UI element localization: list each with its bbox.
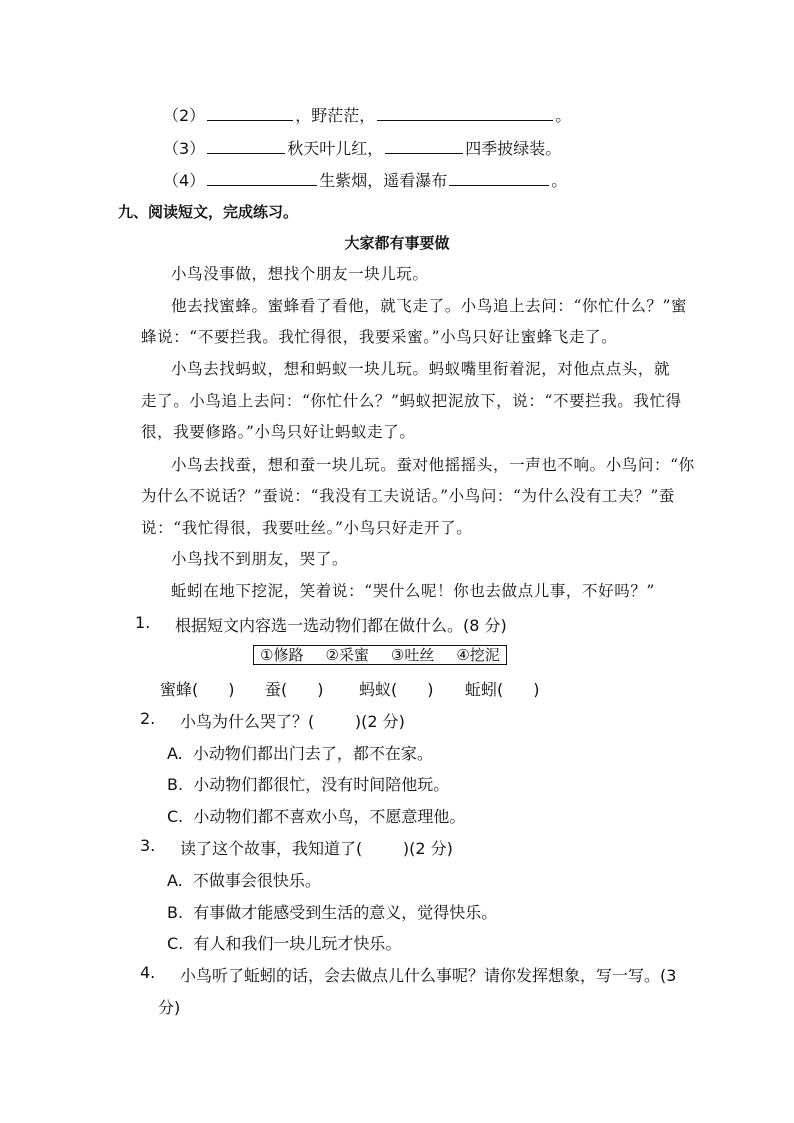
fill-item-end: 四季披绿装。 [465, 139, 562, 158]
option-item: ②采蜜 [325, 646, 369, 664]
choice-c[interactable]: C. 小动物们都不喜欢小鸟，不愿意理他。 [167, 807, 466, 826]
fill-item-text: 生紫烟，遥看瀑布 [319, 171, 448, 190]
story-paragraph: 蜂说：“不要拦我。我忙得很，我要采蜜。”小鸟只好让蜜蜂飞走了。 [141, 328, 618, 346]
question-1-text: 根据短文内容选一选动物们都在做什么。(8 分) [175, 616, 507, 635]
fill-item-number: （3） [163, 139, 206, 158]
story-paragraph: 为什么不说话？”蚕说：“我没有工夫说话。”小鸟问：“为什么没有工夫？”蚕 [141, 487, 675, 505]
story-paragraph: 小鸟没事做，想找个朋友一块儿玩。 [171, 265, 429, 283]
story-paragraph: 小鸟去找蚕，想和蚕一块儿玩。蚕对他摇摇头，一声也不响。小鸟问：“你 [171, 456, 695, 474]
fill-item-2 [163, 103, 571, 126]
answer-earthworm [465, 677, 540, 700]
choice-c[interactable]: C. 有人和我们一块儿玩才快乐。 [167, 934, 402, 953]
question-3-text: 读了这个故事，我知道了( )(2 分) [180, 839, 453, 858]
fill-item-text: 秋天叶儿红， [287, 139, 384, 158]
paren-close: ) [427, 680, 434, 699]
animal-label: 蚂蚁( [359, 680, 398, 699]
question-4-text-cont: 分) [158, 998, 181, 1017]
answer-silkworm [265, 677, 324, 700]
blank-line[interactable] [207, 169, 317, 186]
story-paragraph: 蚯蚓在地下挖泥，笑着说：“哭什么呢！你也去做点儿事，不好吗？” [171, 582, 655, 600]
question-2-number: 2. [140, 709, 156, 728]
story-paragraph: 说：“我忙得很，我要吐丝。”小鸟只好走开了。 [141, 519, 473, 537]
fill-item-end: 。 [551, 171, 568, 190]
story-paragraph: 走了。小鸟追上去问：“你忙什么？”蚂蚁把泥放下，说：“不要拦我。我忙得 [141, 392, 682, 410]
fill-item-number: （4） [163, 171, 206, 190]
option-item: ④挖泥 [456, 646, 500, 664]
options-box [253, 645, 507, 665]
story-paragraph: 他去找蜜蜂。蜜蜂看了看他，就飞走了。小鸟追上去问：“你忙什么？”蜜 [171, 297, 688, 315]
choice-a[interactable]: A. 不做事会很快乐。 [167, 871, 321, 890]
blank-line[interactable] [207, 137, 285, 154]
question-2-text: 小鸟为什么哭了？( )(2 分) [180, 712, 405, 731]
fill-item-end: 。 [555, 106, 572, 125]
option-item: ③吐丝 [390, 646, 435, 664]
question-3-number: 3. [140, 836, 156, 855]
paren-close: ) [228, 680, 235, 699]
choice-a[interactable]: A. 小动物们都出门去了，都不在家。 [167, 744, 433, 763]
question-4-text: 小鸟听了蚯蚓的话，会去做点儿什么事呢？请你发挥想象，写一写。(3 [180, 966, 677, 985]
answer-ant [359, 677, 434, 700]
animal-label: 蚯蚓( [465, 680, 504, 699]
paren-close: ) [533, 680, 540, 699]
fill-item-number: （2） [163, 106, 206, 125]
story-paragraph: 小鸟找不到朋友，哭了。 [171, 550, 349, 568]
blank-line[interactable] [449, 169, 549, 186]
animal-label: 蚕( [265, 680, 288, 699]
answer-bee [160, 677, 235, 700]
animal-label: 蜜蜂( [160, 680, 199, 699]
question-4-number: 4. [140, 963, 156, 982]
choice-b[interactable]: B. 小动物们都很忙，没有时间陪他玩。 [167, 775, 450, 794]
section-title: 九、阅读短文，完成练习。 [118, 203, 299, 221]
option-item: ①修路 [260, 646, 304, 664]
blank-line[interactable] [207, 104, 293, 121]
fill-item-3 [163, 136, 561, 159]
question-1-number: 1. [135, 613, 151, 632]
blank-line[interactable] [385, 137, 463, 154]
story-paragraph: 很，我要修路。”小鸟只好让蚂蚁走了。 [141, 423, 416, 441]
story-title: 大家都有事要做 [344, 234, 450, 252]
story-paragraph: 小鸟去找蚂蚁，想和蚂蚁一块儿玩。蚂蚁嘴里衔着泥，对他点点头，就 [171, 360, 671, 378]
paren-close: ) [317, 680, 324, 699]
fill-item-text: ，野茫茫， [295, 106, 376, 125]
blank-line[interactable] [377, 104, 553, 121]
fill-item-4 [163, 168, 567, 191]
choice-b[interactable]: B. 有事做才能感受到生活的意义，觉得快乐。 [167, 903, 498, 922]
